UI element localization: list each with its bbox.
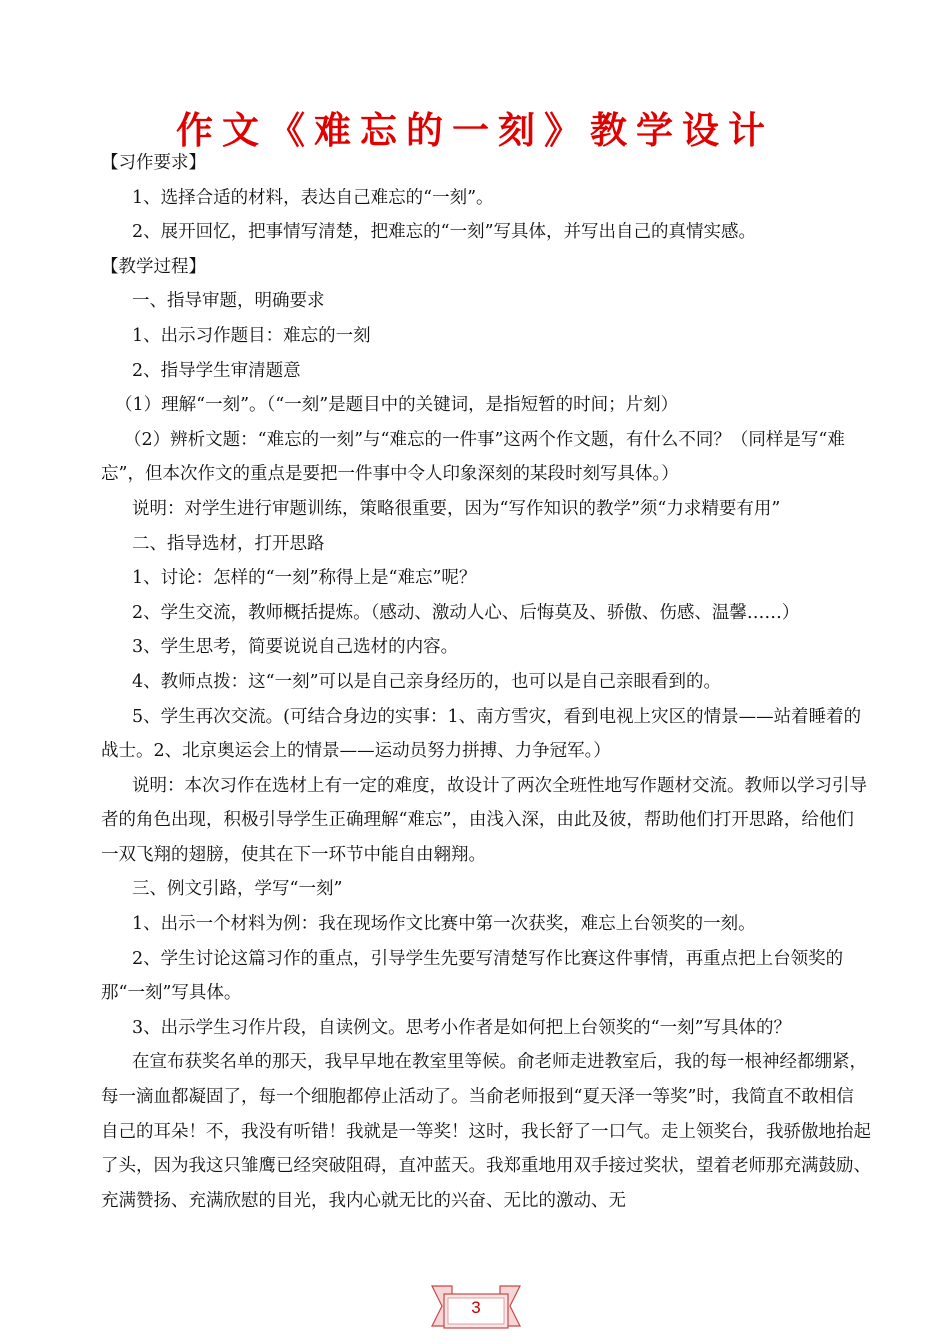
paragraph: 一、指导审题，明确要求	[132, 291, 325, 312]
paragraph: 2、指导学生审清题意	[132, 360, 301, 381]
page-number: 3	[471, 1298, 481, 1317]
page-number-ribbon	[430, 1282, 522, 1332]
paragraph: 5、学生再次交流。(可结合身边的实事：1、南方雪灾，看到电视上灾区的情景——站着睡着的战士。2、北京奥运会上的情景——运动员努力拼搏、力争冠军。）	[101, 706, 862, 762]
paragraph: 1、出示一个材料为例：我在现场作文比赛中第一次获奖，难忘上台领奖的一刻。	[132, 914, 756, 935]
section-heading: 【教学过程】	[101, 256, 206, 277]
paragraph: 2、展开回忆，把事情写清楚，把难忘的“一刻”写具体，并写出自己的真情实感。	[132, 222, 757, 243]
paragraph: 说明：本次习作在选材上有一定的难度，故设计了两次全班性地写作题材交流。教师以学习引导者的角色出现，积极引导学生正确理解“难忘”，由浅入深，由此及彼，帮助他们打开思路，给他们一双飞翔的翅膀，使其在下一环节中能自由翱翔。	[101, 775, 867, 865]
paragraph: 1、讨论：怎样的“一刻”称得上是“难忘”呢？	[132, 568, 477, 589]
document-body	[101, 146, 871, 1218]
paragraph: 说明：对学生进行审题训练，策略很重要，因为“写作知识的教学”须“力求精要有用”	[132, 498, 781, 519]
document-title: 作文《难忘的一刻》教学设计	[176, 109, 774, 152]
paragraph: 3、出示学生习作片段，自读例文。思考小作者是如何把上台领奖的“一刻”写具体的？	[132, 1017, 792, 1038]
paragraph: （1）理解“一刻”。（“一刻”是题目中的关键词，是指短暂的时间；片刻）	[115, 395, 679, 416]
paragraph: 二、指导选材，打开思路	[132, 533, 325, 554]
paragraph: 4、教师点拨：这“一刻”可以是自己亲身经历的，也可以是自己亲眼看到的。	[132, 671, 722, 692]
paragraph: 1、选择合适的材料，表达自己难忘的“一刻”。	[132, 187, 494, 208]
section-heading: 【习作要求】	[101, 153, 206, 173]
paragraph: 三、例文引路，学写“一刻”	[132, 879, 343, 900]
paragraph: 1、出示习作题目：难忘的一刻	[132, 325, 371, 346]
paragraph: 2、学生交流，教师概括提炼。（感动、激动人心、后悔莫及、骄傲、伤感、温馨……）	[132, 602, 800, 623]
paragraph: （2）辨析文题：“难忘的一刻”与“难忘的一件事”这两个作文题，有什么不同？（同样是写“难忘”，但本次作文的重点是要把一件事中令人印象深刻的某段时刻写具体。）	[101, 429, 845, 485]
paragraph: 2、学生讨论这篇习作的重点，引导学生先要写清楚写作比赛这件事情，再重点把上台领奖的那“一刻”写具体。	[101, 948, 844, 1004]
paragraph: 3、学生思考，简要说说自己选材的内容。	[132, 637, 459, 658]
paragraph: 在宣布获奖名单的那天，我早早地在教室里等候。俞老师走进教室后，我的每一根神经都绷紧，每一滴血都凝固了，每一个细胞都停止活动了。当俞老师报到“夏天泽一等奖”时，我简直不敢相信自己的耳朵！不，我没有听错！我就是一等奖！这时，我长舒了一口气。走上领奖台，我骄傲地抬起了头，因为我这只雏鹰已经突破阻碍，直冲蓝天。我郑重地用双手接过奖状，望着老师那充满鼓励、充满赞扬、充满欣慰的目光，我内心就无比的兴奋、无比的激动、无	[101, 1052, 871, 1211]
